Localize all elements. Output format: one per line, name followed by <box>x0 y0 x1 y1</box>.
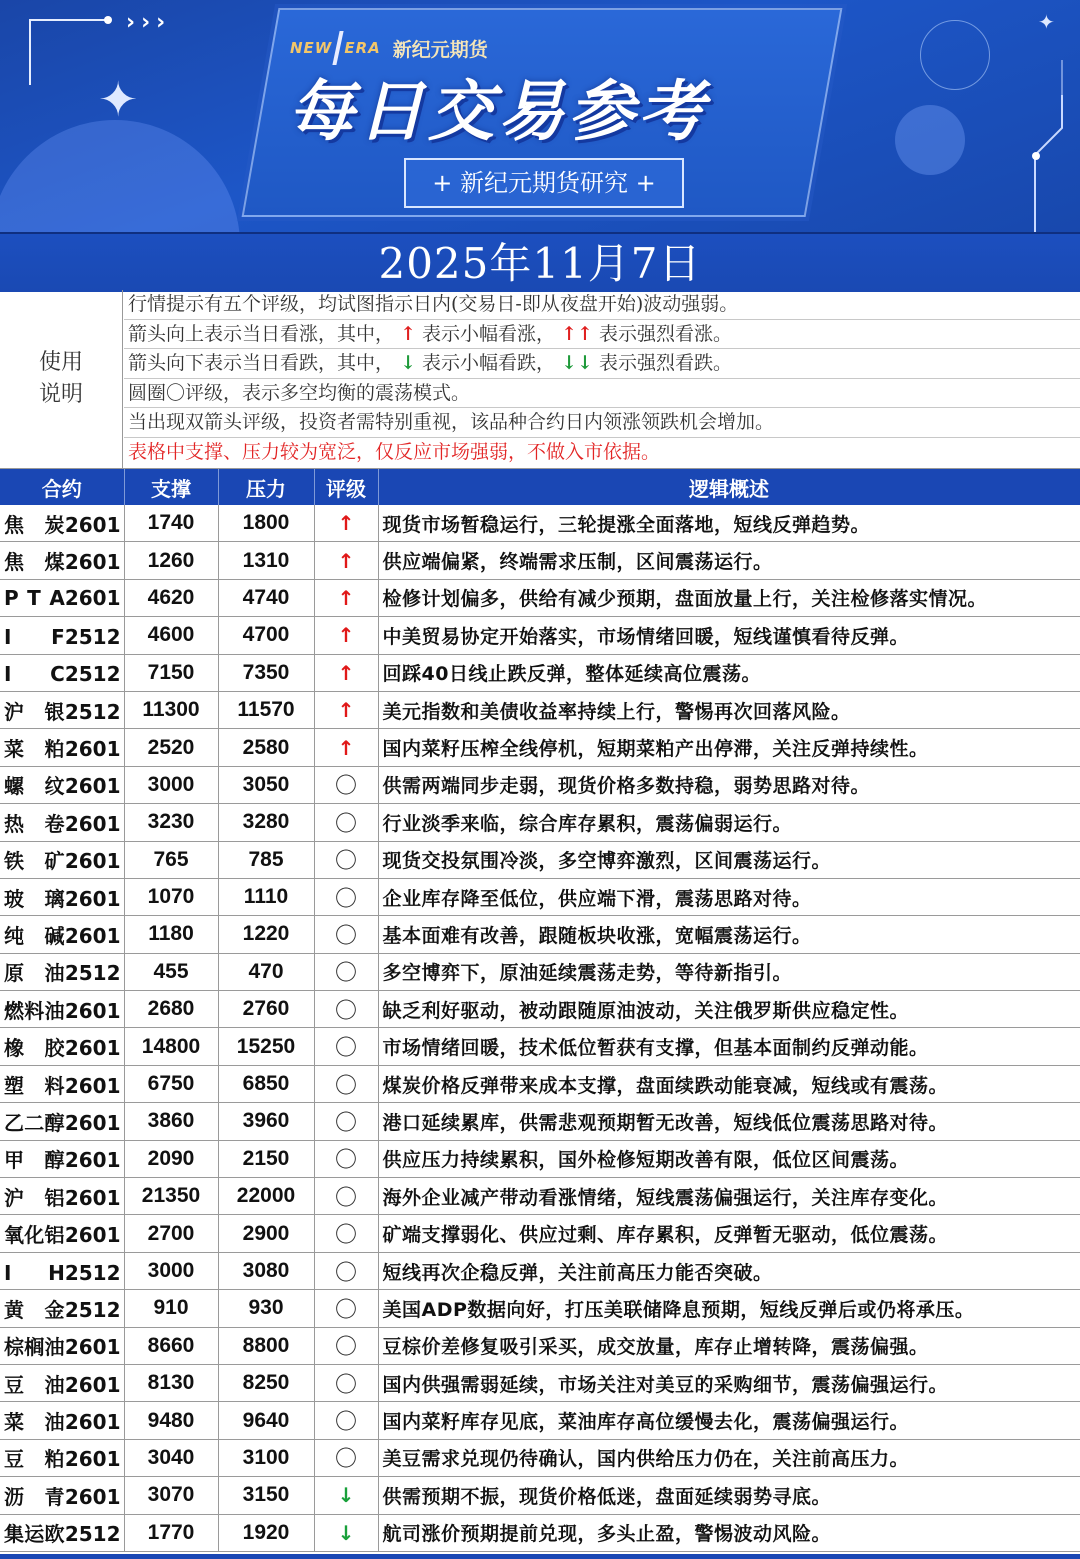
chevrons-icon: ››› <box>126 10 172 35</box>
contract-cell: 螺 纹2601 <box>0 766 124 803</box>
table-row <box>0 1402 1080 1439</box>
table-row <box>0 505 1080 542</box>
resistance-cell: 3080 <box>218 1252 314 1289</box>
logic-cell: 美豆需求兑现仍待确认，国内供给压力仍在，关注前高压力。 <box>378 1439 1080 1476</box>
contract-cell: 橡 胶2601 <box>0 1028 124 1065</box>
table-row <box>0 1065 1080 1102</box>
resistance-cell: 3280 <box>218 804 314 841</box>
logic-cell: 中美贸易协定开始落实，市场情绪回暖，短线谨慎看待反弹。 <box>378 617 1080 654</box>
contract-cell: 玻 璃2601 <box>0 878 124 915</box>
logic-cell: 供应压力持续累积，国外检修短期改善有限，低位区间震荡。 <box>378 1140 1080 1177</box>
instruction-text: 表示强烈看涨。 <box>598 322 732 345</box>
support-cell: 3070 <box>124 1477 218 1514</box>
support-cell: 1070 <box>124 878 218 915</box>
report-date: 2025年11月7日 <box>378 239 702 288</box>
contract-cell: 棕榈油2601 <box>0 1327 124 1364</box>
instruction-text: 表示小幅看跌， <box>422 352 556 375</box>
contract-cell: 热 卷2601 <box>0 804 124 841</box>
support-cell: 1740 <box>124 505 218 542</box>
resistance-cell: 2150 <box>218 1140 314 1177</box>
rating-flat-icon: 〇 <box>314 1327 378 1364</box>
rating-flat-icon: 〇 <box>314 1402 378 1439</box>
logic-cell: 供应端偏紧，终端需求压制，区间震荡运行。 <box>378 542 1080 579</box>
resistance-cell: 1800 <box>218 505 314 542</box>
contract-cell: 沥 青2601 <box>0 1477 124 1514</box>
header-support: 支撑 <box>124 469 218 505</box>
resistance-cell: 9640 <box>218 1402 314 1439</box>
table-row <box>0 1439 1080 1476</box>
logic-cell: 煤炭价格反弹带来成本支撑，盘面续跌动能衰减，短线或有震荡。 <box>378 1065 1080 1102</box>
resistance-cell: 4700 <box>218 617 314 654</box>
brand-logo <box>290 28 488 68</box>
contract-cell: 氧化铝2601 <box>0 1215 124 1252</box>
logo-mark <box>290 31 381 65</box>
logo-mark-right: ERA <box>344 39 381 57</box>
page-subtitle: + 新纪元期货研究 + <box>404 158 684 208</box>
table-row <box>0 654 1080 691</box>
table-row <box>0 542 1080 579</box>
instructions-label-line: 使用 <box>38 350 83 375</box>
logic-cell: 美国ADP数据向好，打压美联储降息预期，短线反弹后或仍将承压。 <box>378 1290 1080 1327</box>
contract-cell: I F2512 <box>0 617 124 654</box>
rating-up-icon: ↑ <box>314 579 378 616</box>
header-banner <box>0 0 1080 232</box>
instruction-line <box>124 349 1080 379</box>
support-cell: 3000 <box>124 766 218 803</box>
header-logic: 逻辑概述 <box>378 469 1080 505</box>
rating-flat-icon: 〇 <box>314 1439 378 1476</box>
logic-cell: 行业淡季来临，综合库存累积，震荡偏弱运行。 <box>378 804 1080 841</box>
usage-instructions <box>0 290 1080 469</box>
instruction-line: 行情提示有五个评级，均试图指示日内(交易日-即从夜盘开始)波动强弱。 <box>124 290 1080 320</box>
rating-flat-icon: 〇 <box>314 878 378 915</box>
contract-cell: I C2512 <box>0 654 124 691</box>
table-row <box>0 916 1080 953</box>
logic-cell: 回踩40日线止跌反弹，整体延续高位震荡。 <box>378 654 1080 691</box>
support-cell: 3000 <box>124 1252 218 1289</box>
support-cell: 1770 <box>124 1514 218 1551</box>
resistance-cell: 785 <box>218 841 314 878</box>
rating-down-icon: ↓ <box>314 1514 378 1551</box>
support-cell: 11300 <box>124 691 218 728</box>
logic-cell: 美元指数和美债收益率持续上行，警惕再次回落风险。 <box>378 691 1080 728</box>
table-header-row <box>0 469 1080 505</box>
table-row <box>0 953 1080 990</box>
rating-flat-icon: 〇 <box>314 1140 378 1177</box>
resistance-cell: 7350 <box>218 654 314 691</box>
contract-cell: 豆 油2601 <box>0 1364 124 1401</box>
sparkle-icon: ✦ <box>98 72 139 128</box>
table-row <box>0 841 1080 878</box>
instructions-text <box>124 290 1080 468</box>
disclaimer-line: 表格中支撑、压力较为宽泛，仅反应市场强弱，不做入市依据。 <box>128 440 661 463</box>
support-cell: 2090 <box>124 1140 218 1177</box>
rating-flat-icon: 〇 <box>314 991 378 1028</box>
contract-cell: 豆 粕2601 <box>0 1439 124 1476</box>
table-row <box>0 1215 1080 1252</box>
contract-cell: 乙二醇2601 <box>0 1103 124 1140</box>
contract-cell: 塑 料2601 <box>0 1065 124 1102</box>
table-row <box>0 1514 1080 1551</box>
rating-up-icon: ↑ <box>314 505 378 542</box>
resistance-cell: 22000 <box>218 1178 314 1215</box>
contract-cell: 沪 银2512 <box>0 691 124 728</box>
contract-cell: 黄 金2512 <box>0 1290 124 1327</box>
support-cell: 765 <box>124 841 218 878</box>
instruction-text: 箭头向上表示当日看涨，其中， <box>128 322 395 345</box>
table-row <box>0 804 1080 841</box>
contract-cell: 集运欧2512 <box>0 1514 124 1551</box>
resistance-cell: 8800 <box>218 1327 314 1364</box>
support-cell: 3860 <box>124 1103 218 1140</box>
contract-cell: 沪 铝2601 <box>0 1178 124 1215</box>
table-body <box>0 505 1080 1551</box>
support-cell: 4620 <box>124 579 218 616</box>
resistance-cell: 1920 <box>218 1514 314 1551</box>
contract-cell: 焦 炭2601 <box>0 505 124 542</box>
resistance-cell: 1310 <box>218 542 314 579</box>
support-cell: 2680 <box>124 991 218 1028</box>
instruction-line: 当出现双箭头评级，投资者需特别重视，该品种合约日内领涨领跌机会增加。 <box>124 408 1080 438</box>
rating-flat-icon: 〇 <box>314 841 378 878</box>
resistance-cell: 2580 <box>218 729 314 766</box>
support-cell: 9480 <box>124 1402 218 1439</box>
instructions-label-line: 说明 <box>38 382 83 407</box>
rating-flat-icon: 〇 <box>314 1178 378 1215</box>
logic-cell: 缺乏利好驱动，被动跟随原油波动，关注俄罗斯供应稳定性。 <box>378 991 1080 1028</box>
contract-cell: P T A2601 <box>0 579 124 616</box>
logic-cell: 国内供强需弱延续，市场关注对美豆的采购细节，震荡偏强运行。 <box>378 1364 1080 1401</box>
table-row <box>0 766 1080 803</box>
logic-cell: 国内菜籽库存见底，菜油库存高位缓慢去化，震荡偏强运行。 <box>378 1402 1080 1439</box>
support-cell: 7150 <box>124 654 218 691</box>
rating-flat-icon: 〇 <box>314 916 378 953</box>
logic-cell: 市场情绪回暖，技术低位暂获有支撑，但基本面制约反弹动能。 <box>378 1028 1080 1065</box>
resistance-cell: 11570 <box>218 691 314 728</box>
support-cell: 8660 <box>124 1327 218 1364</box>
table-row <box>0 1178 1080 1215</box>
table-row <box>0 1364 1080 1401</box>
table-row <box>0 1103 1080 1140</box>
rating-flat-icon: 〇 <box>314 1103 378 1140</box>
table-row <box>0 1290 1080 1327</box>
logic-cell: 供需两端同步走弱，现货价格多数持稳，弱势思路对待。 <box>378 766 1080 803</box>
table-row <box>0 1327 1080 1364</box>
contract-cell: 甲 醇2601 <box>0 1140 124 1177</box>
resistance-cell: 3100 <box>218 1439 314 1476</box>
sparkle-icon: ✦ <box>1038 10 1055 34</box>
contract-cell: I H2512 <box>0 1252 124 1289</box>
logic-cell: 港口延续累库，供需悲观预期暂无改善，短线低位震荡思路对待。 <box>378 1103 1080 1140</box>
rating-flat-icon: 〇 <box>314 1252 378 1289</box>
page-title: 每日交易参考 <box>288 73 708 150</box>
resistance-cell: 1110 <box>218 878 314 915</box>
instruction-line <box>124 320 1080 350</box>
resistance-cell: 930 <box>218 1290 314 1327</box>
date-bar <box>0 232 1080 292</box>
rating-flat-icon: 〇 <box>314 1290 378 1327</box>
rating-flat-icon: 〇 <box>314 804 378 841</box>
resistance-cell: 470 <box>218 953 314 990</box>
header-contract: 合约 <box>0 469 124 505</box>
contract-cell: 菜 油2601 <box>0 1402 124 1439</box>
table-row <box>0 1477 1080 1514</box>
double-arrow-down-icon: ↓↓ <box>561 352 593 375</box>
rating-up-icon: ↑ <box>314 542 378 579</box>
contract-cell: 焦 煤2601 <box>0 542 124 579</box>
contract-cell: 纯 碱2601 <box>0 916 124 953</box>
contract-cell: 燃料油2601 <box>0 991 124 1028</box>
support-cell: 455 <box>124 953 218 990</box>
logic-cell: 豆棕价差修复吸引采买，成交放量，库存止增转降，震荡偏强。 <box>378 1327 1080 1364</box>
contract-cell: 菜 粕2601 <box>0 729 124 766</box>
rating-flat-icon: 〇 <box>314 1215 378 1252</box>
support-cell: 3040 <box>124 1439 218 1476</box>
resistance-cell: 3150 <box>218 1477 314 1514</box>
resistance-cell: 2900 <box>218 1215 314 1252</box>
rating-up-icon: ↑ <box>314 617 378 654</box>
rating-flat-icon: 〇 <box>314 953 378 990</box>
support-cell: 1180 <box>124 916 218 953</box>
table-row <box>0 617 1080 654</box>
instruction-text: 箭头向下表示当日看跌，其中， <box>128 352 395 375</box>
logic-cell: 企业库存降至低位，供应端下滑，震荡思路对待。 <box>378 878 1080 915</box>
logic-cell: 现货交投氛围冷淡，多空博弈激烈，区间震荡运行。 <box>378 841 1080 878</box>
resistance-cell: 1220 <box>218 916 314 953</box>
logic-cell: 矿端支撑弱化、供应过剩、库存累积，反弹暂无驱动，低位震荡。 <box>378 1215 1080 1252</box>
support-cell: 2520 <box>124 729 218 766</box>
table-row <box>0 729 1080 766</box>
arrow-down-icon: ↓ <box>400 352 416 375</box>
instruction-text: 表示小幅看涨， <box>422 322 556 345</box>
brand-name: 新纪元期货 <box>392 38 488 61</box>
logic-cell: 航司涨价预期提前兑现，多头止盈，警惕波动风险。 <box>378 1514 1080 1551</box>
table-row <box>0 878 1080 915</box>
support-cell: 21350 <box>124 1178 218 1215</box>
arrow-up-icon: ↑ <box>400 322 416 345</box>
resistance-cell: 2760 <box>218 991 314 1028</box>
header-resistance: 压力 <box>218 469 314 505</box>
rating-up-icon: ↑ <box>314 729 378 766</box>
instruction-text: 表示强烈看跌。 <box>598 352 732 375</box>
table-row <box>0 1028 1080 1065</box>
resistance-cell: 6850 <box>218 1065 314 1102</box>
logo-mark-left: NEW <box>290 39 333 57</box>
resistance-cell: 3050 <box>218 766 314 803</box>
resistance-cell: 8250 <box>218 1364 314 1401</box>
rating-flat-icon: 〇 <box>314 766 378 803</box>
support-cell: 8130 <box>124 1364 218 1401</box>
support-cell: 910 <box>124 1290 218 1327</box>
resistance-cell: 3960 <box>218 1103 314 1140</box>
logic-cell: 海外企业减产带动看涨情绪，短线震荡偏强运行，关注库存变化。 <box>378 1178 1080 1215</box>
logic-cell: 国内菜籽压榨全线停机，短期菜粕产出停滞，关注反弹持续性。 <box>378 729 1080 766</box>
table-row <box>0 991 1080 1028</box>
instructions-label <box>0 290 123 468</box>
logic-cell: 短线再次企稳反弹，关注前高压力能否突破。 <box>378 1252 1080 1289</box>
trading-reference-table <box>0 469 1080 1552</box>
table-row <box>0 1140 1080 1177</box>
logic-cell: 现货市场暂稳运行，三轮提涨全面落地，短线反弹趋势。 <box>378 505 1080 542</box>
bottom-bar <box>0 1554 1080 1559</box>
rating-flat-icon: 〇 <box>314 1364 378 1401</box>
table-row <box>0 1252 1080 1289</box>
support-cell: 2700 <box>124 1215 218 1252</box>
logic-cell: 基本面难有改善，跟随板块收涨，宽幅震荡运行。 <box>378 916 1080 953</box>
table-row <box>0 691 1080 728</box>
instruction-line: 圆圈〇评级，表示多空均衡的震荡模式。 <box>124 379 1080 409</box>
resistance-cell: 4740 <box>218 579 314 616</box>
support-cell: 1260 <box>124 542 218 579</box>
resistance-cell: 15250 <box>218 1028 314 1065</box>
contract-cell: 铁 矿2601 <box>0 841 124 878</box>
support-cell: 6750 <box>124 1065 218 1102</box>
header-rating: 评级 <box>314 469 378 505</box>
rating-up-icon: ↑ <box>314 654 378 691</box>
logic-cell: 多空博弈下，原油延续震荡走势，等待新指引。 <box>378 953 1080 990</box>
double-arrow-up-icon: ↑↑ <box>561 322 593 345</box>
rating-up-icon: ↑ <box>314 691 378 728</box>
support-cell: 14800 <box>124 1028 218 1065</box>
contract-cell: 原 油2512 <box>0 953 124 990</box>
rating-down-icon: ↓ <box>314 1477 378 1514</box>
logic-cell: 检修计划偏多，供给有减少预期，盘面放量上行，关注检修落实情况。 <box>378 579 1080 616</box>
rating-flat-icon: 〇 <box>314 1065 378 1102</box>
rating-flat-icon: 〇 <box>314 1028 378 1065</box>
table-row <box>0 579 1080 616</box>
logic-cell: 供需预期不振，现货价格低迷，盘面延续弱势寻底。 <box>378 1477 1080 1514</box>
support-cell: 4600 <box>124 617 218 654</box>
support-cell: 3230 <box>124 804 218 841</box>
